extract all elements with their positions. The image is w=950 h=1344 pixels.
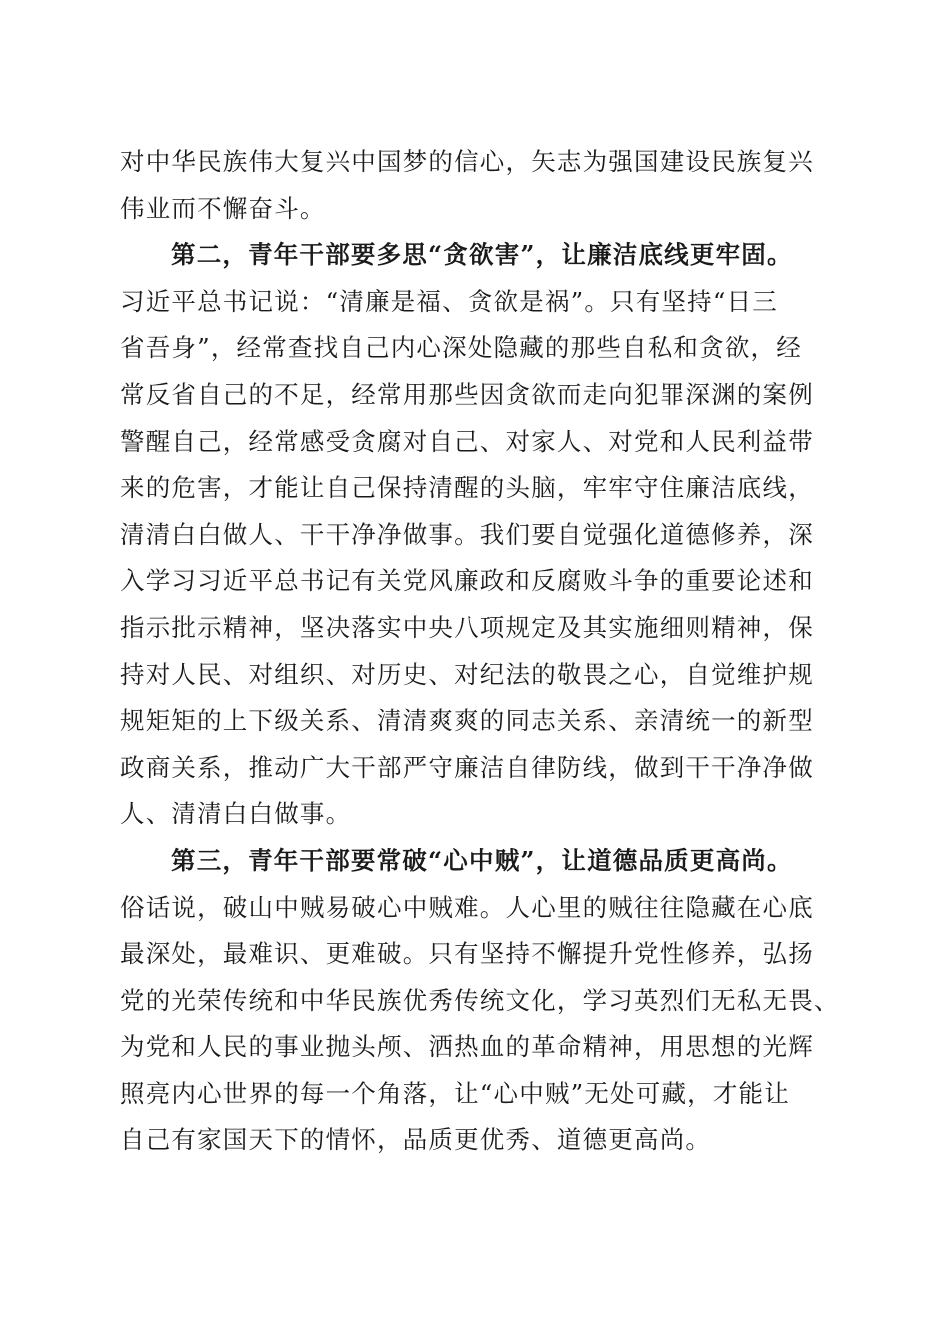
paragraph-line: 持对人民、对组织、对历史、对纪法的敬畏之心，自觉维护规 (120, 659, 814, 689)
paragraph-line: 最深处，最难识、更难破。只有坚持不懈提升党性修养，弘扬 (120, 939, 814, 969)
paragraph-3 (120, 838, 840, 1164)
paragraph-line: 政商关系，推动广大干部严守廉洁自律防线，做到干干净净做 (120, 752, 814, 782)
paragraph-lead-heading: 第三，青年干部要常破“心中贼”，让道德品质更高尚。 (171, 845, 793, 875)
paragraph-2 (120, 232, 830, 838)
paragraph-line: 习近平总书记说：“清廉是福、贪欲是祸”。只有坚持“日三 (120, 286, 778, 316)
paragraph-line: 党的光荣传统和中华民族优秀传统文化，学习英烈们无私无畏、 (120, 985, 840, 1015)
paragraph-line: 为党和人民的事业抛头颅、洒热血的革命精神，用思想的光辉 (120, 1032, 814, 1062)
paragraph-line: 伟业而不懈奋斗。 (120, 193, 326, 223)
paragraph-lead-heading: 第二，青年干部要多思“贪欲害”，让廉洁底线更牢固。 (171, 240, 793, 270)
paragraph-line: 常反省自己的不足，经常用那些因贪欲而走向犯罪深渊的案例 (120, 379, 814, 409)
paragraph-line: 指示批示精神，坚决落实中央八项规定及其实施细则精神，保 (120, 612, 814, 642)
paragraph-line: 自己有家国天下的情怀，品质更优秀、道德更高尚。 (120, 1125, 712, 1155)
paragraph-line: 清清白白做人、干干净净做事。我们要自觉强化道德修养，深 (120, 519, 814, 549)
paragraph-line: 俗话说，破山中贼易破心中贼难。人心里的贼往往隐藏在心底 (120, 892, 814, 922)
paragraph-line: 入学习习近平总书记有关党风廉政和反腐败斗争的重要论述和 (120, 566, 814, 596)
document-body (120, 139, 840, 1164)
paragraph-line: 省吾身”，经常查找自己内心深处隐藏的那些自私和贪欲，经 (120, 333, 802, 363)
paragraph-line: 人、清清白白做事。 (120, 799, 352, 829)
paragraph-line: 规矩矩的上下级关系、清清爽爽的同志关系、亲清统一的新型 (120, 706, 814, 736)
paragraph-line: 对中华民族伟大复兴中国梦的信心，矢志为强国建设民族复兴 (120, 147, 814, 176)
paragraph-line: 警醒自己，经常感受贪腐对自己、对家人、对党和人民利益带 (120, 426, 814, 456)
paragraph-line: 来的危害，才能让自己保持清醒的头脑，牢牢守住廉洁底线， (120, 473, 814, 503)
paragraph-1 (120, 139, 830, 232)
paragraph-line: 照亮内心世界的每一个角落，让“心中贼”无处可藏，才能让 (120, 1078, 790, 1108)
